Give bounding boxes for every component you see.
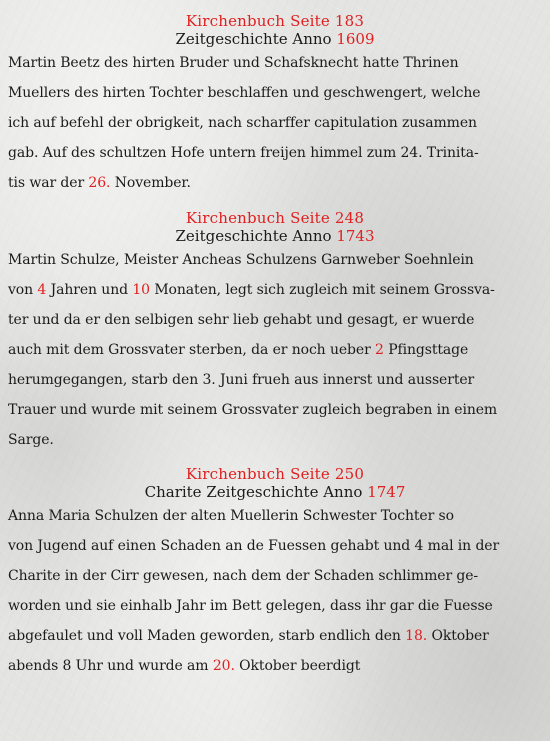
text-segment: von [8, 282, 38, 298]
entry-3 [0, 465, 550, 681]
highlighted-number: 20. [212, 658, 235, 674]
text-line [8, 425, 542, 455]
text-segment: von Jugend auf einen Schaden an de Fuessen gehabt und 4 mal in der [8, 538, 500, 554]
subheading-year: 1747 [367, 483, 406, 501]
text-line [8, 48, 542, 78]
text-segment: Pfingsttage [383, 342, 469, 358]
text-line [8, 305, 542, 335]
text-segment: herumgegangen, starb den 3. Juni frueh aus innerst und ausserter [8, 372, 475, 388]
highlighted-number: 4 [37, 282, 47, 298]
highlighted-number: 10 [132, 282, 150, 298]
text-line [8, 108, 542, 138]
subheading-year: 1609 [336, 30, 375, 48]
text-segment: abgefaulet und voll Maden geworden, starb endlich den [8, 628, 406, 644]
text-segment: Sarge. [8, 432, 54, 448]
text-line [8, 651, 542, 681]
highlighted-number: 18. [405, 628, 428, 644]
text-segment: Trauer und wurde mit seinem Grossvater zugleich begraben in einem [8, 402, 498, 418]
text-segment: November. [110, 175, 191, 191]
entry-heading: Kirchenbuch Seite 250 [185, 465, 365, 483]
text-segment: Charite in der Cirr gewesen, nach dem der Schaden schlimmer ge- [8, 568, 479, 584]
subheading-prefix: Zeitgeschichte Anno [175, 30, 337, 48]
text-segment: Jahren und [46, 282, 133, 298]
text-segment: Oktober beerdigt [234, 658, 361, 674]
text-line [8, 275, 542, 305]
text-line [8, 531, 542, 561]
text-segment: ter und da er den selbigen sehr lieb gehabt und gesagt, er wuerde [8, 312, 475, 328]
text-line [8, 621, 542, 651]
text-segment: Oktober [427, 628, 489, 644]
text-line [8, 501, 542, 531]
text-segment: gab. Auf des schultzen Hofe untern freijen himmel zum 24. Trinita- [8, 145, 479, 161]
text-segment: Martin Schulze, Meister Ancheas Schulzens Garnweber Soehnlein [8, 252, 474, 268]
text-line [8, 168, 542, 198]
entry-subheading [0, 30, 550, 48]
subheading-prefix: Zeitgeschichte Anno [175, 227, 337, 245]
text-segment: Monaten, legt sich zugleich mit seinem Grossva- [149, 282, 495, 298]
text-segment: auch mit dem Grossvater sterben, da er noch ueber [8, 342, 376, 358]
text-line [8, 395, 542, 425]
text-segment: ich auf befehl der obrigkeit, nach scharffer capitulation zusammen [8, 115, 477, 131]
entry-1 [0, 12, 550, 198]
entry-subheading [0, 483, 550, 501]
entry-body [0, 245, 550, 455]
entry-body [0, 501, 550, 681]
text-segment: tis war der [8, 175, 89, 191]
entry-heading: Kirchenbuch Seite 183 [185, 12, 365, 30]
subheading-year: 1743 [336, 227, 375, 245]
text-line [8, 365, 542, 395]
text-line [8, 78, 542, 108]
highlighted-number: 26. [88, 175, 111, 191]
text-line [8, 138, 542, 168]
entry-heading: Kirchenbuch Seite 248 [185, 209, 365, 227]
subheading-prefix: Charite Zeitgeschichte Anno [144, 483, 368, 501]
entry-2 [0, 209, 550, 455]
text-line [8, 335, 542, 365]
text-segment: abends 8 Uhr und wurde am [8, 658, 213, 674]
highlighted-number: 2 [375, 342, 384, 358]
text-line [8, 245, 542, 275]
text-segment: Anna Maria Schulzen der alten Muellerin Schwester Tochter so [8, 508, 454, 524]
text-segment: worden und sie einhalb Jahr im Bett gelegen, dass ihr gar die Fuesse [8, 598, 493, 614]
entry-subheading [0, 227, 550, 245]
text-line [8, 591, 542, 621]
text-segment: Muellers des hirten Tochter beschlaffen und geschwengert, welche [8, 85, 481, 101]
entry-body [0, 48, 550, 198]
text-segment: Martin Beetz des hirten Bruder und Schafsknecht hatte Thrinen [8, 55, 459, 71]
text-line [8, 561, 542, 591]
